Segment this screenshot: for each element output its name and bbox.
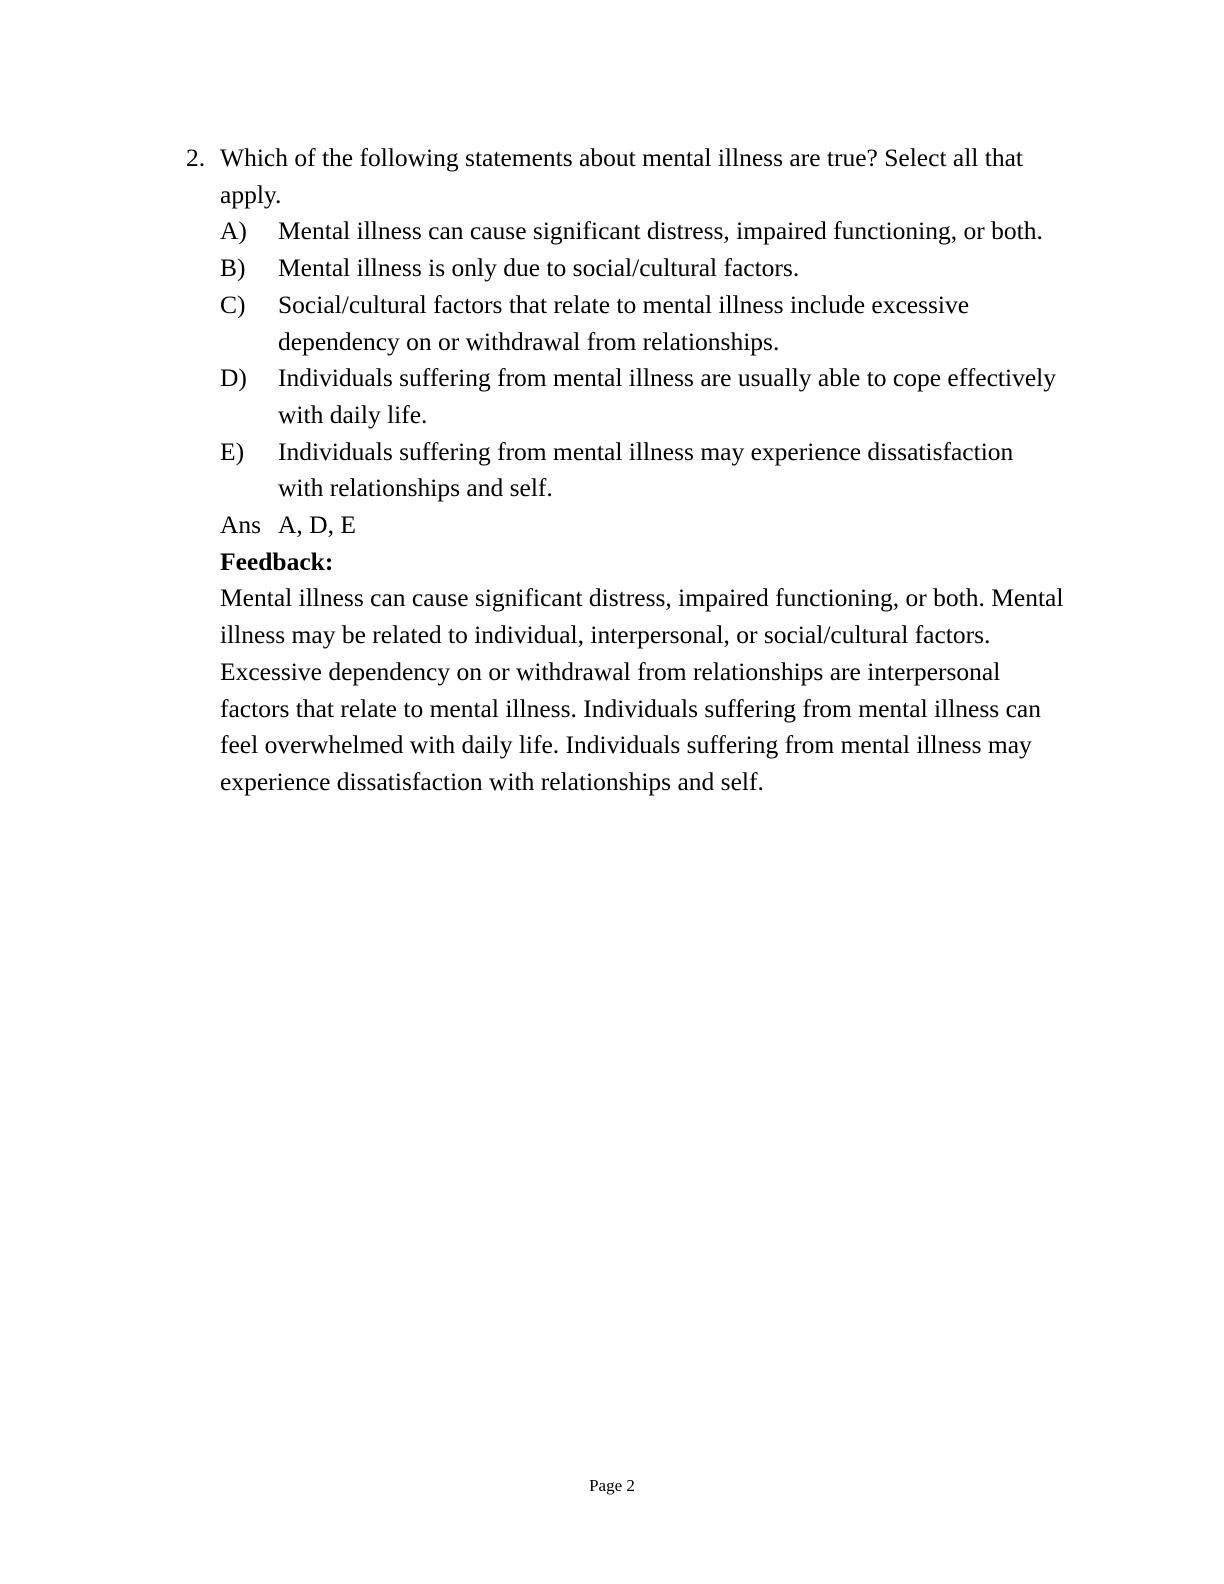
option-letter: D) <box>220 363 247 393</box>
answer-line <box>220 507 1076 544</box>
answer-label: Ans <box>220 510 262 540</box>
option-letter: C) <box>220 289 246 319</box>
option-text: Mental illness is only due to social/cultural factors. <box>278 253 800 283</box>
option-letter: B) <box>220 253 246 283</box>
page-footer <box>0 1475 1224 1497</box>
option-text: Social/cultural factors that relate to mental illness include excessive dependency on or withdrawal from relationships. <box>278 289 970 356</box>
option-letter: E) <box>220 436 245 466</box>
feedback-heading: Feedback: <box>220 546 334 576</box>
question-stem <box>186 140 1076 213</box>
option-a <box>220 213 1076 250</box>
question-block <box>186 140 1076 801</box>
option-text: Mental illness can cause significant distress, impaired functioning, or both. <box>278 216 1043 246</box>
option-c <box>220 287 1076 360</box>
option-e <box>220 434 1076 507</box>
option-b <box>220 250 1076 287</box>
question-text: Which of the following statements about mental illness are true? Select all that apply. <box>220 143 1024 209</box>
option-d <box>220 360 1076 433</box>
option-text: Individuals suffering from mental illness may experience dissatisfaction with relationships and self. <box>278 436 1014 503</box>
option-letter: A) <box>220 216 247 246</box>
options-list <box>220 213 1076 507</box>
feedback-text: Mental illness can cause significant distress, impaired functioning, or both. Mental illness may be related to individual, interpersonal, or social/cultural factors. Excessive dependency on or withdrawal from relationships are interpersonal factors that relate to mental illness. Individuals suffering from mental illness can feel overwhelmed with daily life. Individuals suffering from mental illness may experience dissatisfaction with relationships and self. <box>220 583 1064 796</box>
question-number: 2. <box>186 143 206 172</box>
option-text: Individuals suffering from mental illness are usually able to cope effectively with daily life. <box>278 363 1056 429</box>
page-number: Page 2 <box>589 1476 635 1495</box>
answer-value: A, D, E <box>278 510 356 540</box>
